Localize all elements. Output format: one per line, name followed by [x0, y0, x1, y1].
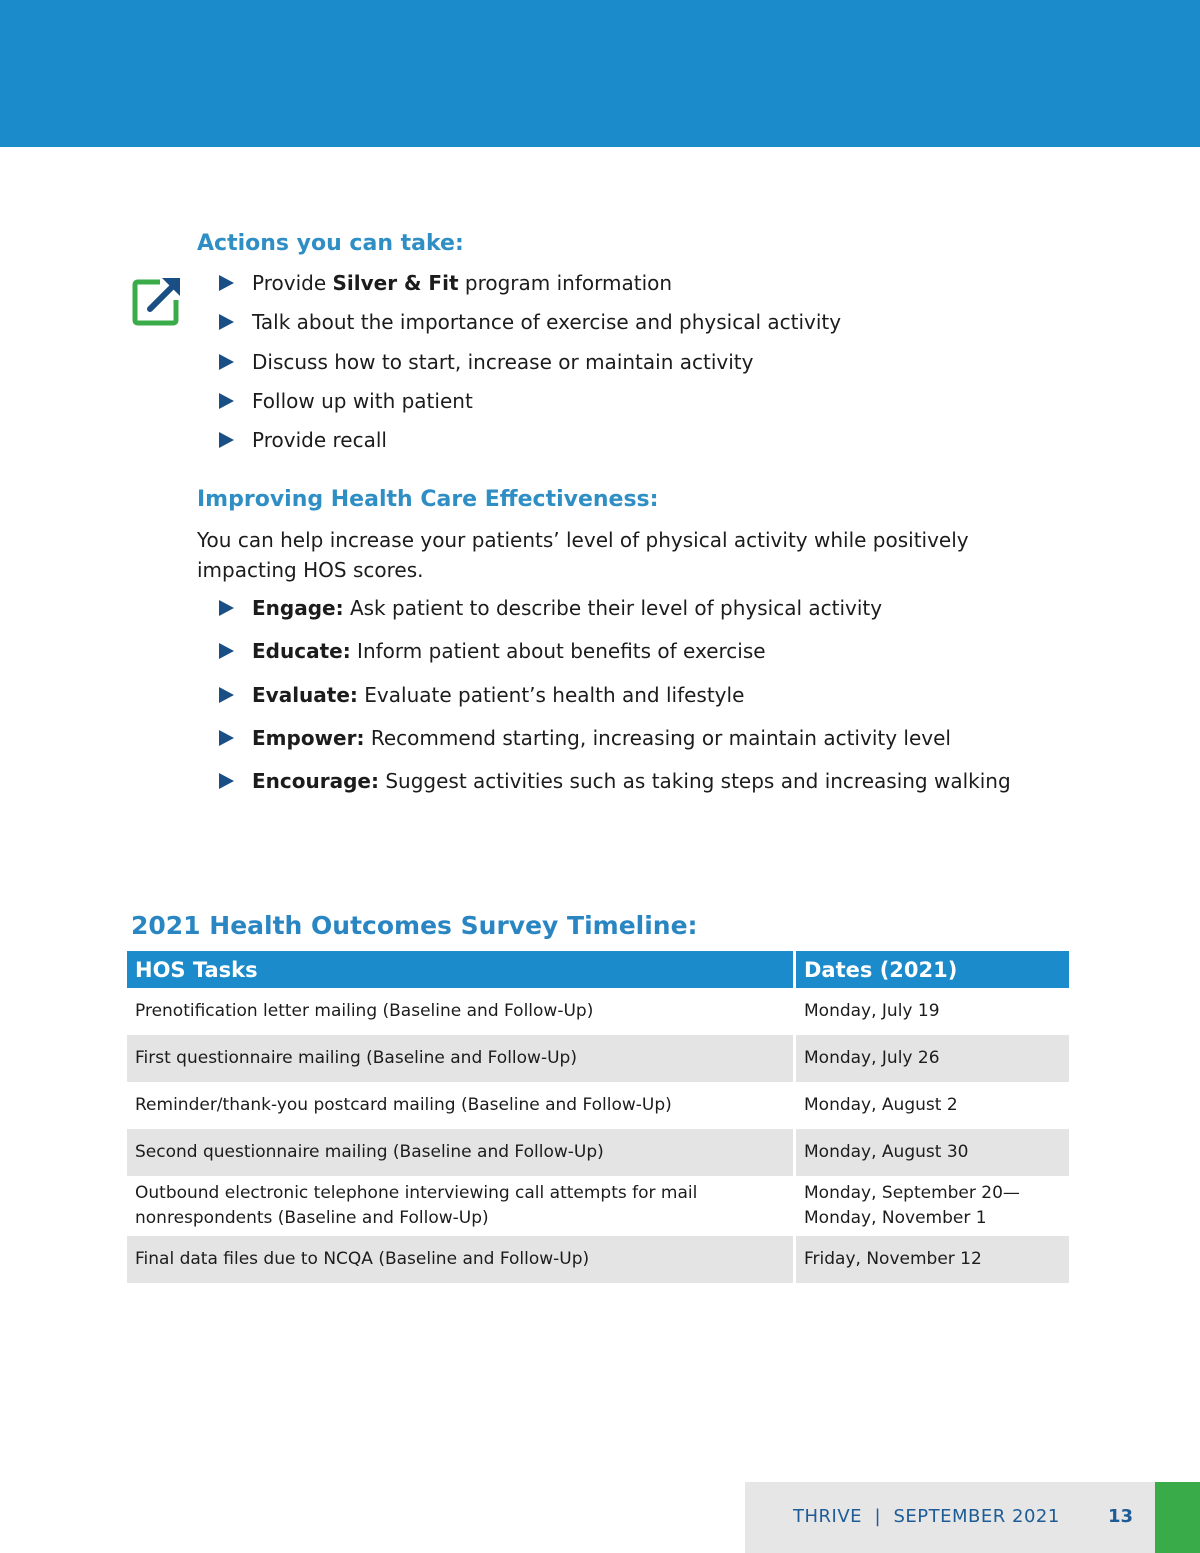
bullet-arrow-icon [219, 730, 234, 746]
bullet-arrow-icon [219, 687, 234, 703]
external-action-icon [132, 276, 182, 326]
list-item: Encourage: Suggest activities such as taking steps and increasing walking [217, 767, 1057, 796]
date-cell: Monday, August 2 [793, 1082, 1069, 1129]
list-item: Empower: Recommend starting, increasing or maintain activity level [217, 724, 1057, 753]
footer-accent [1155, 1482, 1200, 1553]
page-number: 13 [1108, 1506, 1134, 1527]
actions-heading: Actions you can take: [197, 231, 464, 256]
effectiveness-heading: Improving Health Care Effectiveness: [197, 487, 659, 512]
task-cell: Final data files due to NCQA (Baseline and Follow-Up) [127, 1236, 793, 1283]
column-header-tasks: HOS Tasks [127, 951, 793, 988]
bullet-arrow-icon [219, 432, 234, 448]
table-row [127, 1236, 1069, 1283]
top-banner [0, 0, 1200, 147]
five-e-list [217, 594, 1057, 810]
table-row [127, 1082, 1069, 1129]
list-item: Educate: Inform patient about benefits of exercise [217, 637, 1057, 666]
actions-list [217, 269, 841, 465]
table-row [127, 1176, 1069, 1236]
date-cell: Friday, November 12 [793, 1236, 1069, 1283]
table-row [127, 1035, 1069, 1082]
task-cell: Outbound electronic telephone interviewing call attempts for mail nonrespondents (Baseline and Follow-Up) [135, 1183, 698, 1228]
bullet-arrow-icon [219, 314, 234, 330]
list-item: Provide Silver & Fit program information [217, 269, 841, 298]
bullet-arrow-icon [219, 773, 234, 789]
date-cell: Monday, July 19 [793, 988, 1069, 1035]
date-cell: Monday, July 26 [793, 1035, 1069, 1082]
list-item: Provide recall [217, 426, 841, 455]
table-header-row [127, 951, 1069, 988]
bullet-arrow-icon [219, 643, 234, 659]
date-cell: Monday, September 20—Monday, November 1 [793, 1176, 1069, 1236]
bullet-arrow-icon [219, 600, 234, 616]
task-cell: Second questionnaire mailing (Baseline and Follow-Up) [127, 1129, 793, 1176]
list-item: Follow up with patient [217, 387, 841, 416]
date-cell: Monday, August 30 [793, 1129, 1069, 1176]
list-item: Engage: Ask patient to describe their level of physical activity [217, 594, 1057, 623]
list-item: Evaluate: Evaluate patient’s health and lifestyle [217, 681, 1057, 710]
bullet-arrow-icon [219, 275, 234, 291]
footer-publication: THRIVE | SEPTEMBER 2021 [793, 1506, 1060, 1527]
task-cell: Prenotification letter mailing (Baseline and Follow-Up) [135, 1001, 594, 1021]
hos-timeline-table [127, 951, 1069, 1283]
task-cell: Reminder/thank-you postcard mailing (Baseline and Follow-Up) [135, 1095, 672, 1115]
table-row [127, 1129, 1069, 1176]
timeline-title: 2021 Health Outcomes Survey Timeline: [131, 911, 698, 940]
list-item: Discuss how to start, increase or maintain activity [217, 348, 841, 377]
column-header-dates: Dates (2021) [793, 951, 1069, 988]
bullet-arrow-icon [219, 393, 234, 409]
effectiveness-intro: You can help increase your patients’ level of physical activity while positively impacting HOS scores. [197, 528, 969, 582]
bullet-arrow-icon [219, 354, 234, 370]
task-cell: First questionnaire mailing (Baseline and Follow-Up) [127, 1035, 793, 1082]
table-row [127, 988, 1069, 1035]
list-item: Talk about the importance of exercise and physical activity [217, 308, 841, 337]
